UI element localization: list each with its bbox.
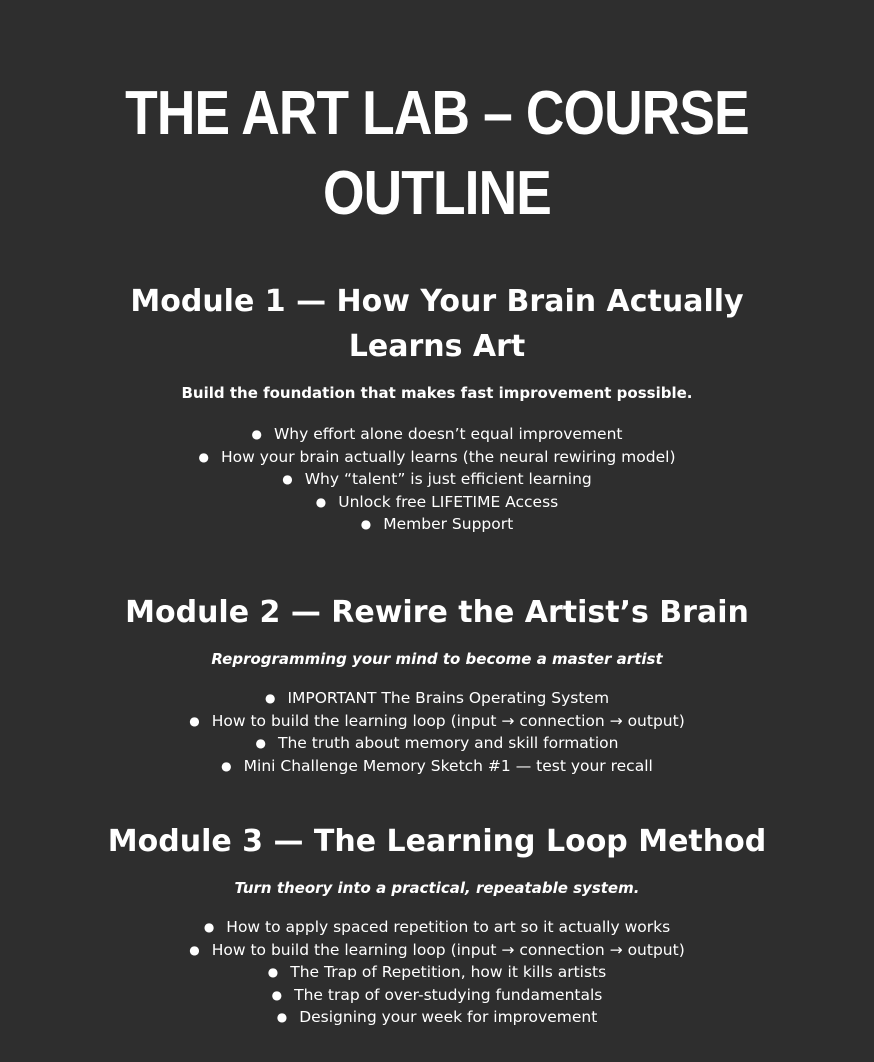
module-title: Module 1 — How Your Brain Actually Learns Art bbox=[130, 284, 744, 364]
list-item bbox=[0, 961, 874, 984]
module-subtitle: Reprogramming your mind to become a master artist bbox=[211, 650, 663, 668]
list-item bbox=[0, 1006, 874, 1029]
list-item bbox=[0, 939, 874, 962]
list-item-text: The trap of over-studying fundamentals bbox=[294, 985, 603, 1004]
module-title: Module 3 — The Learning Loop Method bbox=[107, 824, 767, 859]
list-item-text: IMPORTANT The Brains Operating System bbox=[287, 689, 610, 707]
bullet-icon: ● bbox=[282, 472, 293, 486]
module-1 bbox=[0, 279, 874, 536]
list-item bbox=[0, 687, 874, 710]
bullet-icon: ● bbox=[189, 942, 200, 957]
list-item-text: Designing your week for improvement bbox=[299, 1008, 598, 1026]
list-item-text: Mini Challenge Memory Sketch #1 — test your recall bbox=[243, 756, 653, 775]
bullet-icon: ● bbox=[271, 987, 283, 1002]
list-item bbox=[0, 468, 874, 491]
list-item-text: Unlock free LIFETIME Access bbox=[338, 492, 559, 511]
list-item bbox=[0, 446, 874, 469]
list-item bbox=[0, 491, 874, 514]
bullet-icon: ● bbox=[360, 517, 372, 531]
bullet-icon: ● bbox=[221, 758, 232, 773]
module-2 bbox=[0, 590, 874, 777]
list-item-text: The Trap of Repetition, how it kills artists bbox=[290, 963, 607, 981]
module-title: Module 2 — Rewire the Artist’s Brain bbox=[125, 595, 749, 630]
module-3 bbox=[0, 819, 874, 1029]
bullet-icon: ● bbox=[198, 449, 209, 464]
bullet-icon: ● bbox=[267, 965, 279, 979]
list-item-text: The truth about memory and skill formation bbox=[277, 734, 619, 752]
bullet-icon: ● bbox=[315, 494, 327, 509]
list-item bbox=[0, 755, 874, 778]
list-item-text: Why effort alone doesn’t equal improvement bbox=[273, 425, 623, 443]
module-item-list bbox=[0, 423, 874, 536]
bullet-icon: ● bbox=[264, 691, 276, 705]
list-item-text: How to build the learning loop (input → connection → output) bbox=[211, 711, 685, 730]
bullet-icon: ● bbox=[251, 427, 262, 441]
bullet-icon: ● bbox=[189, 713, 200, 728]
list-item-text: How your brain actually learns (the neural rewiring model) bbox=[220, 447, 676, 466]
list-item-text: How to apply spaced repetition to art so it actually works bbox=[226, 918, 671, 936]
bullet-icon: ● bbox=[276, 1010, 288, 1024]
list-item bbox=[0, 423, 874, 446]
bullet-icon: ● bbox=[255, 736, 266, 750]
list-item bbox=[0, 513, 874, 536]
list-item-text: How to build the learning loop (input → connection → output) bbox=[211, 940, 685, 959]
list-item-text: Member Support bbox=[383, 515, 514, 533]
module-item-list bbox=[0, 916, 874, 1029]
module-subtitle: Build the foundation that makes fast improvement possible. bbox=[181, 384, 693, 402]
list-item bbox=[0, 710, 874, 733]
module-subtitle: Turn theory into a practical, repeatable system. bbox=[234, 879, 640, 897]
list-item bbox=[0, 984, 874, 1007]
bullet-icon: ● bbox=[203, 920, 215, 934]
module-item-list bbox=[0, 687, 874, 777]
list-item bbox=[0, 732, 874, 755]
list-item bbox=[0, 916, 874, 939]
page-title: THE ART LAB – COURSE OUTLINE bbox=[125, 79, 749, 228]
list-item-text: Why “talent” is just efficient learning bbox=[304, 470, 592, 488]
